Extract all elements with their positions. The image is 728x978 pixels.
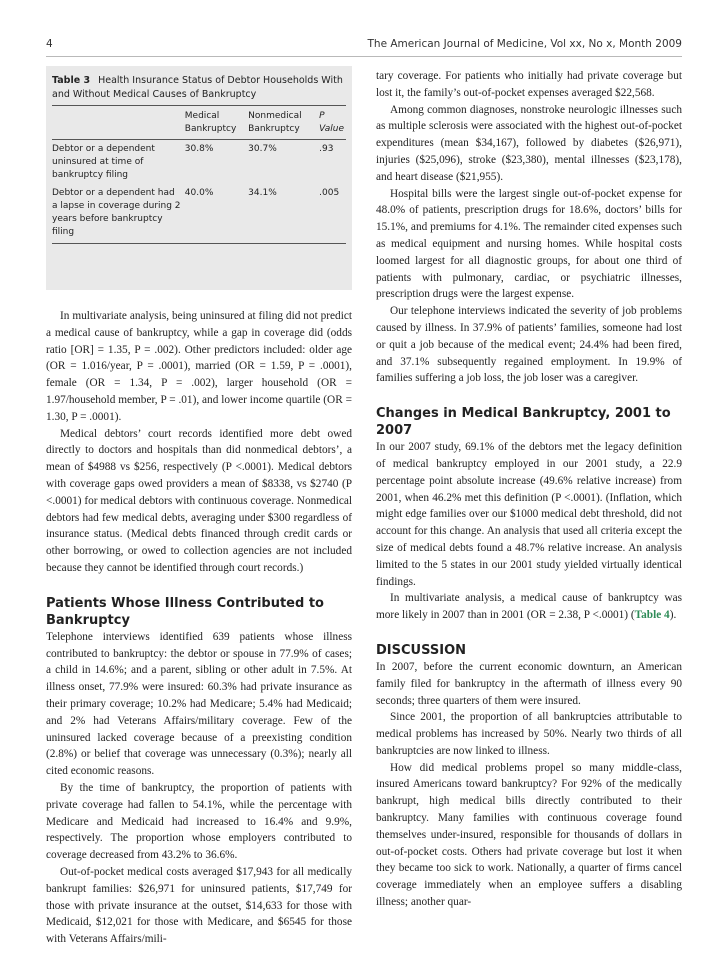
- paragraph: Out-of-pocket medical costs averaged $17,943 for all medically bankrupt families: $26,971 for uninsured patients, $17,749 for those with private insurance at the outset, $14,633 for those with Medicaid, $12,021 for those with Medicare, and $6545 for those with Veterans Affairs/mili-: [46, 865, 352, 946]
- row-medical: 40.0%: [185, 184, 248, 244]
- row-label: Debtor or a dependent uninsured at time of bankruptcy filing: [52, 144, 155, 180]
- table-header-p-value: P Value: [319, 110, 346, 140]
- row-medical: 30.8%: [184, 144, 214, 154]
- paragraph: Hospital bills were the largest single out-of-pocket expense for 48.0% of patients, prescription drugs for 18.6%, doctors’ bills for 15.1%, and premiums for 4.1%. The remainder cited expenses such as medical equipment and nursing homes. While hospital costs loomed largest for all diagnostic groups, for about one third of patients with pulmonary, cardiac, or psychiatric illnesses, prescription drugs were the largest expense.: [376, 187, 682, 301]
- table-label: Table 3: [52, 75, 91, 86]
- row-p-value: .93: [319, 144, 334, 154]
- table-caption: [52, 74, 346, 106]
- row-p-value: .005: [319, 184, 346, 244]
- table-header-nonmedical: Nonmedical Bankruptcy: [248, 110, 319, 140]
- row-label: Debtor or a dependent had a lapse in coverage during 2 years before bankruptcy filing: [52, 184, 185, 244]
- section-heading: Patients Whose Illness Contributed to Bankruptcy: [46, 595, 324, 628]
- paragraph: Telephone interviews identified 639 patients whose illness contributed to bankruptcy: the debtor or spouse in 77.9% of cases; a child in 14.6%; and a parent, sibling or other adult in 7.5%. At illness onset, 77.9% were insured: 60.3% had private insurance as their primary coverage; 10.2% had Medicare; 5.4% had Medicaid; and 2% had Veterans Affairs/military coverage. Few of the uninsured lacked coverage because of a preexisting condition (2.8%) or belief that coverage was unnecessary (0.3%); nearly all cited economic reasons.: [46, 630, 352, 778]
- paragraph: Since 2001, the proportion of all bankruptcies attributable to medical problems has increased by 50%. Nearly two thirds of all bankruptcies are now linked to illness.: [376, 711, 682, 757]
- paragraph: In our 2007 study, 69.1% of the debtors met the legacy definition of medical bankruptcy employed in our 2001 study, a 22.9 percentage point absolute increase (49.6% relative increase) from 2001, when 46.2% met this definition (P <.0001). (Inflation, which might edge families over our $1000 medical debt threshold, did not account for this change. An analysis that used all criteria except the size of medical debts found a 48.7% relative increase. An analysis limited to the 5 states in our 2001 study yielded virtually identical findings.: [376, 441, 682, 588]
- paragraph: Medical debtors’ court records identified more debt owed directly to doctors and hospitals than did nonmedical debtors’, a mean of $4988 vs $256, respectively (P <.0001). Medical debtors with coverage gaps owed providers a mean of $8338, vs $2740 (P <.0001) for medical debtors with continuous coverage. Nonmedical debtors had few medical debts, averaging under $300 regardless of insurance status. (Medical debts financed through credit cards or other borrowing, or owed to collection agencies are not included because they cannot be identified through court records.): [46, 427, 352, 574]
- page-number: 4: [46, 38, 53, 50]
- table-row: [52, 184, 346, 244]
- section-heading: Changes in Medical Bankruptcy, 2001 to 2007: [376, 406, 671, 439]
- section-heading: DISCUSSION: [376, 642, 466, 658]
- table-row: [52, 140, 346, 185]
- right-column: [376, 68, 682, 911]
- paragraph: Among common diagnoses, nonstroke neurologic illnesses such as multiple sclerosis were associated with the highest out-of-pocket expenditures (mean $34,167), followed by diabetes ($26,971), injuries ($25,096), stroke ($23,380), mental illnesses ($23,178), and heart disease ($21,955).: [376, 103, 682, 183]
- paragraph: By the time of bankruptcy, the proportion of patients with private coverage had fallen to 54.1%, while the percentage with Medicare and Medicaid had increased to 16.4% and 9.9%, respectively. The proportion whose employers contributed to coverage decreased from 43.2% to 36.6%.: [46, 781, 352, 862]
- table-3: [46, 66, 352, 290]
- paragraph: In multivariate analysis, being uninsured at filing did not predict a medical cause of bankruptcy, while a gap in coverage did (odds ratio [OR] = 1.35, P = .002). Other predictors included: older age (OR = 1.016/year, P = .0001), married (OR = 1.59, P = .0001), female (OR = 1.34, P = .002), larger household (OR = 1.97/household member, P = .01), and lower income quartile (OR = 1.30, P = .0001).: [46, 310, 352, 423]
- paragraph: In 2007, before the current economic downturn, an American family filed for bankruptcy in the aftermath of illness every 90 seconds; three quarters of them were insured.: [376, 660, 682, 707]
- paragraph: tary coverage. For patients who initially had private coverage but lost it, the family’s out-of-pocket expenses averaged $22,568.: [376, 70, 682, 99]
- paragraph: In multivariate analysis, a medical cause of bankruptcy was more likely in 2007 than in 2001 (OR = 2.38, P <.0001) (Table 4).: [376, 592, 682, 622]
- table-header-medical: Medical Bankruptcy: [185, 110, 248, 140]
- table-caption-text: Health Insurance Status of Debtor Households With and Without Medical Causes of Bankruptcy: [52, 75, 343, 100]
- left-column: [46, 66, 352, 948]
- running-header: [46, 38, 682, 57]
- row-nonmedical: 30.7%: [248, 144, 277, 154]
- table-header-empty: [52, 110, 185, 140]
- table-3-data: [52, 110, 346, 244]
- table-header-row: [52, 110, 346, 140]
- paragraph: How did medical problems propel so many middle-class, insured Americans toward bankruptcy? For 92% of the medically bankrupt, high medical bills directly contributed to their bankruptcy. Many families with continuous coverage found themselves under-insured, responsible for thousands of dollars in out-of-pocket costs. Others had private coverage but lost it when they became too sick to work. Nationally, a quarter of firms cancel coverage immediately when an employee suffers a disabling illness; another quar-: [376, 761, 682, 909]
- paragraph: Our telephone interviews indicated the severity of job problems caused by illness. In 37.9% of patients’ families, someone had lost or quit a job because of the medical event; 24.4% had been fired, and 37.1% subsequently regained employment. In 19.9% of families suffering a job loss, the job loser was a caregiver.: [376, 305, 682, 385]
- table-4-link[interactable]: Table 4: [634, 609, 670, 622]
- journal-title: The American Journal of Medicine, Vol xx, No x, Month 2009: [367, 38, 682, 50]
- row-nonmedical: 34.1%: [248, 184, 319, 244]
